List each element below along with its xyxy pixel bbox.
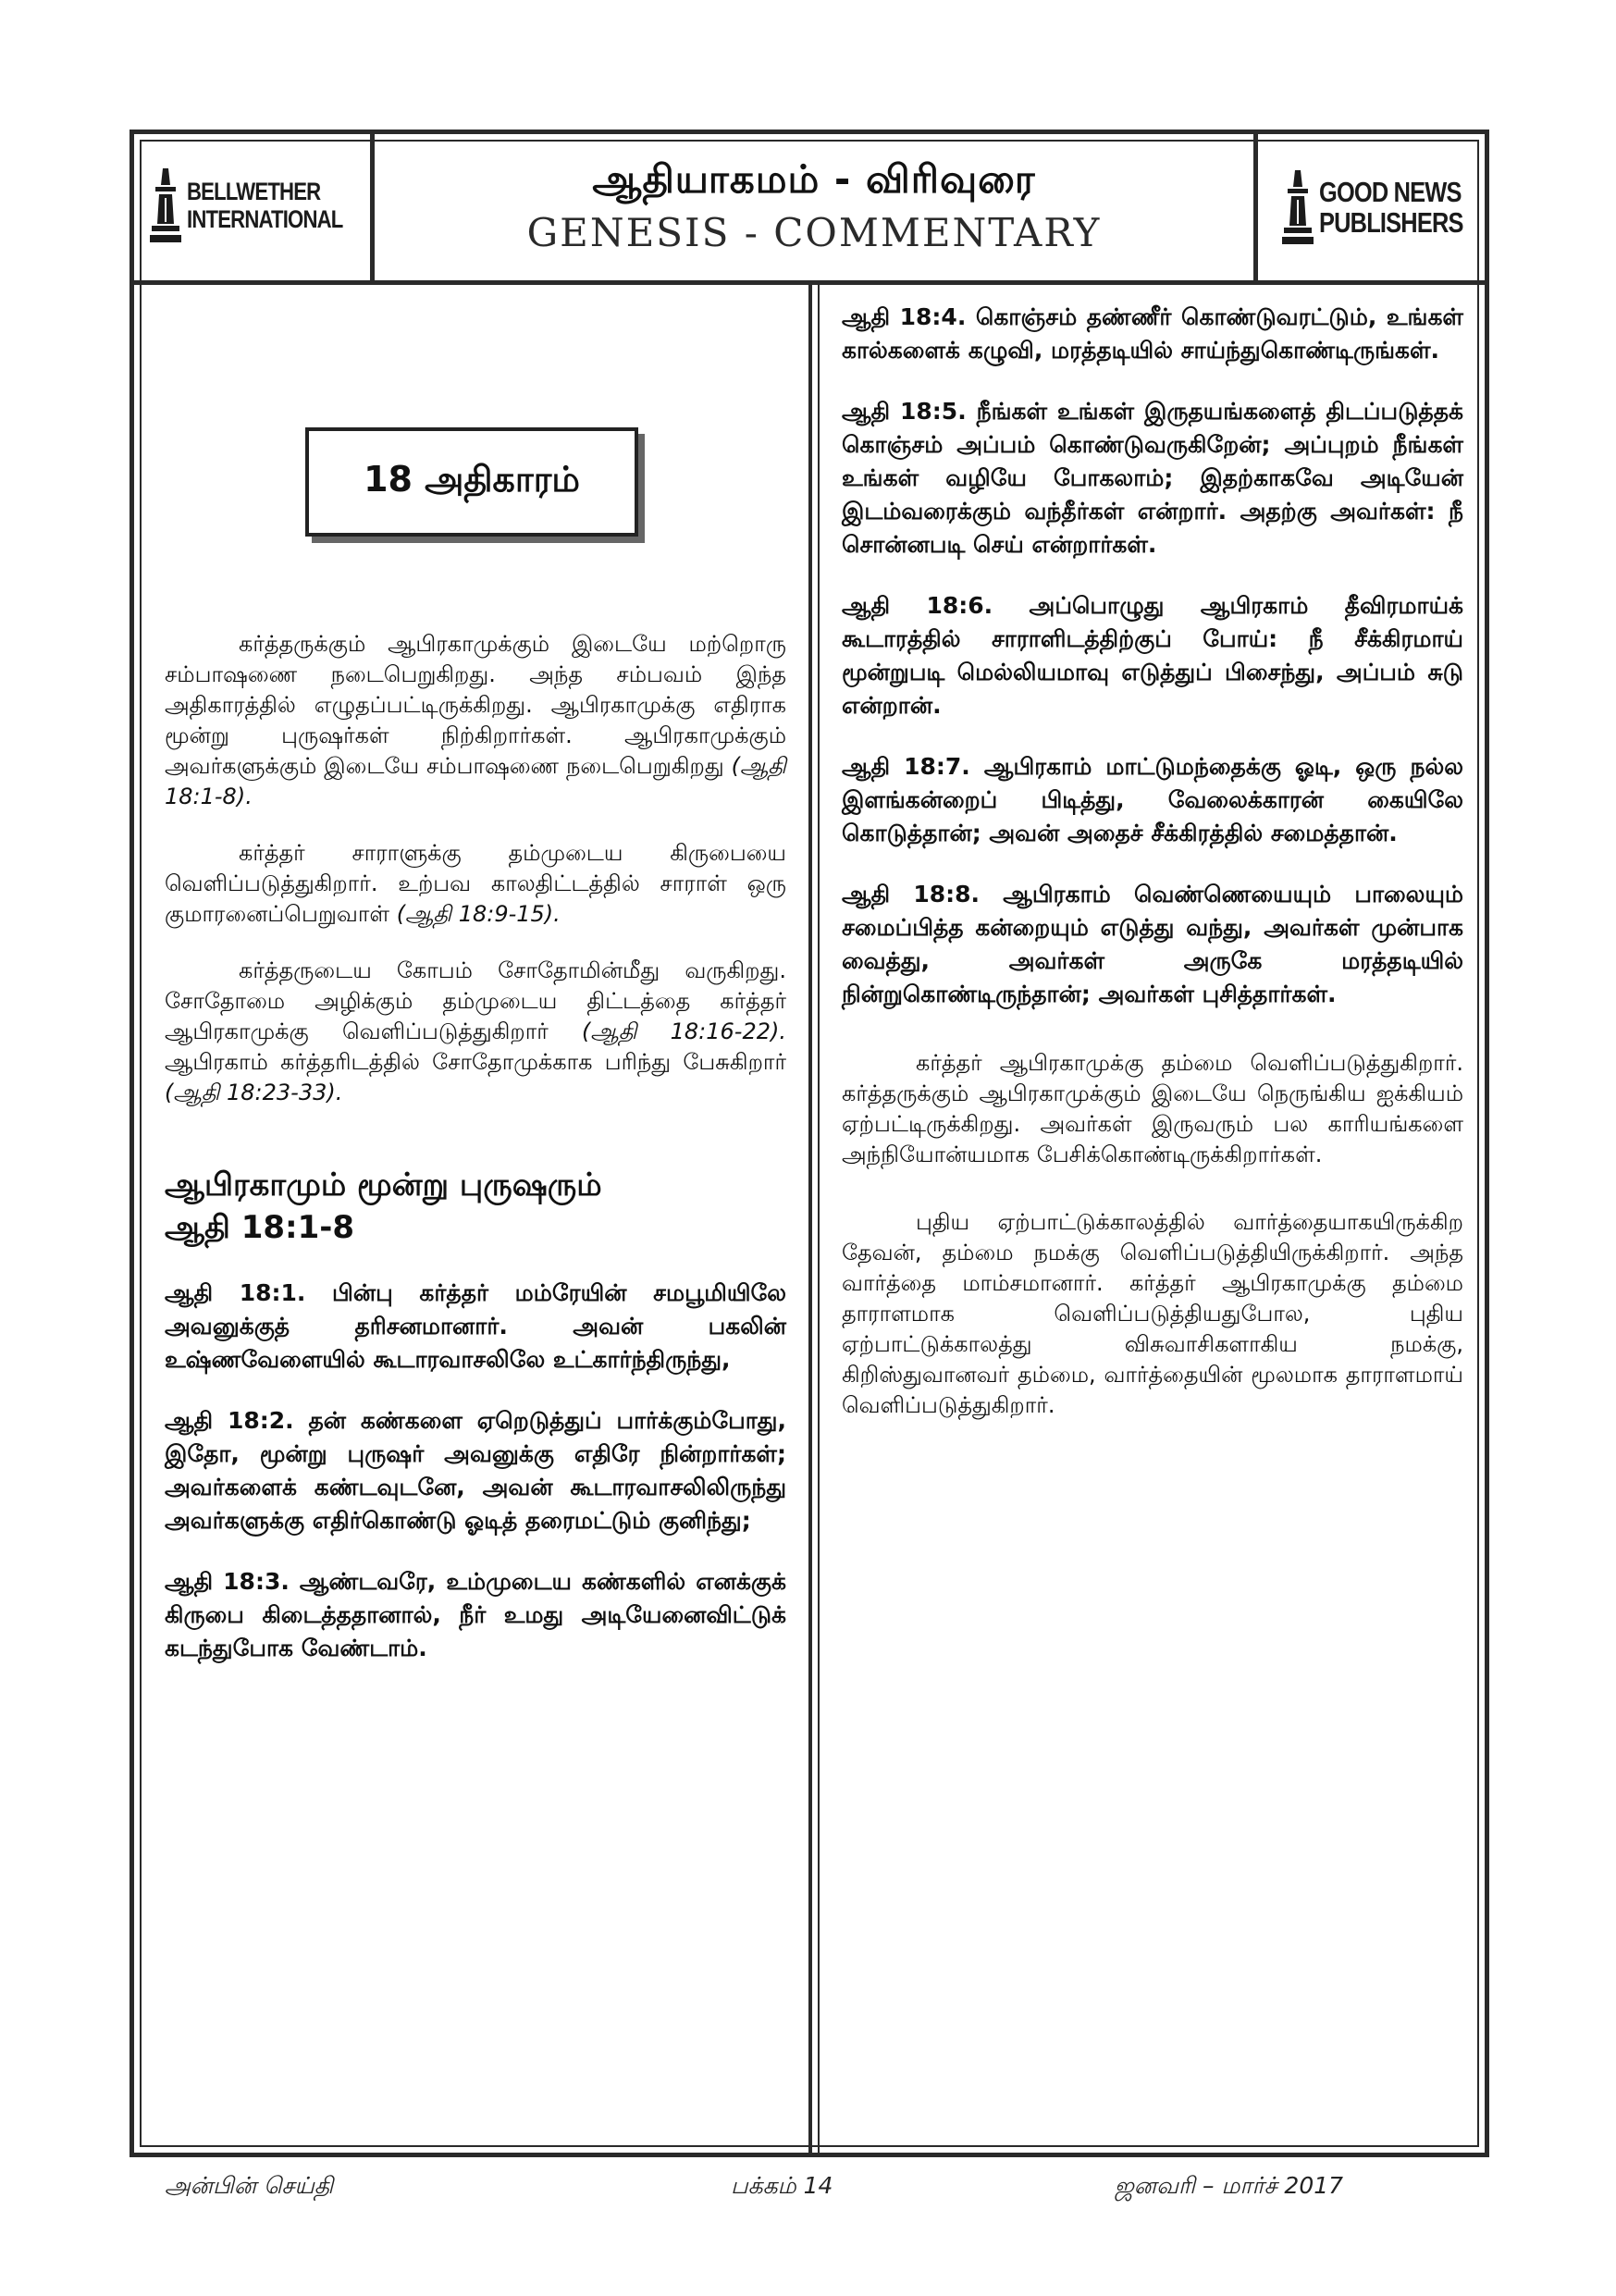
right-logo-line1: GOOD NEWS [1319,176,1462,208]
left-column [165,629,786,1693]
footer-magazine-name: அன்பின் செய்தி [165,2172,334,2199]
page-header [130,130,1489,285]
page-footer [0,2172,1616,2209]
intro-paragraph-3-text2: ஆபிரகாம் கர்த்தரிடத்தில் சோதோமுக்காக பரிந்து பேசுகிறார் [165,1049,786,1075]
verse-18-3: ஆதி 18:3. ஆண்டவரே, உம்முடைய கண்களில் எனக்குக் கிருபை கிடைத்ததானால், நீர் உமது அடியேனைவிட்டுக் கடந்துபோக வேண்டாம். [165,1568,786,1661]
verse-18-6: ஆதி 18:6. அப்பொழுது ஆபிரகாம் தீவிரமாய்க் கூடாரத்தில் சாராளிடத்திற்குப் போய்: நீ சீக்கிரமாய் மூன்றுபடி மெல்லியமாவு எடுத்துப் பிசைந்து, அப்பம் சுடு என்றான். [842,592,1463,719]
bellwether-logo-icon [150,167,181,244]
good-news-logo-icon [1282,168,1314,246]
left-logo-cell [130,130,375,280]
verse-18-7: ஆதி 18:7. ஆபிரகாம் மாட்டுமந்தைக்கு ஓடி, ஒரு நல்ல இளங்கன்றைப் பிடித்து, வேலைக்காரன் கையிலே கொடுத்தான்; அவன் அதைச் சீக்கிரத்தில் சமைத்தான். [842,753,1463,846]
intro-paragraph-1 [165,629,786,812]
good-news-logo [1282,168,1495,246]
commentary-paragraph-1-text: கர்த்தர் ஆபிரகாமுக்கு தம்மை வெளிப்படுத்துகிறார். கர்த்தருக்கும் ஆபிரகாமுக்கும் இடையே நெருங்கிய ஐக்கியம் ஏற்பட்டிருக்கிறது. அவர்கள் இருவரும் பல காரியங்களை அந்நியோன்யமாக பேசிக்கொண்டிருக்கிறார்கள். [842,1050,1463,1167]
footer-page-number: பக்கம் 14 [731,2172,833,2199]
intro-paragraph-3-ref: (ஆதி 18:16-22). [582,1018,786,1044]
right-logo-line2: PUBLISHERS [1319,206,1463,239]
intro-paragraph-2-ref: (ஆதி 18:9-15). [396,901,561,927]
commentary-paragraph-2-text: புதிய ஏற்பாட்டுக்காலத்தில் வார்த்தையாகயிருக்கிற தேவன், தம்மை நமக்கு வெளிப்படுத்தியிருக்கிறார். அந்த வார்த்தை மாம்சமானார். கர்த்தர் ஆபிரகாமுக்கு தம்மை தாராளமாக வெளிப்படுத்தியதுபோல, புதிய ஏற்பாட்டுக்காலத்து விசுவாசிகளாகிய நமக்கு, கிறிஸ்துவானவர் தம்மை, வார்த்தையின் மூலமாக தாராளமாய் வெளிப்படுத்துகிறார். [842,1209,1463,1418]
left-logo-line2: INTERNATIONAL [187,205,343,233]
header-title-cell [375,130,1258,280]
verse-18-8: ஆதி 18:8. ஆபிரகாம் வெண்ணெயையும் பாலையும் சமைப்பித்த கன்றையும் எடுத்து வந்து, அவர்கள் முன்பாக வைத்து, அவர்கள் அருகே மரத்தடியில் நின்றுகொண்டிருந்தான்; அவர்கள் புசித்தார்கள். [842,881,1463,1007]
right-column [842,301,1463,1447]
commentary-paragraph-2 [842,1207,1463,1421]
section-heading-line2: ஆதி 18:1-8 [165,1209,355,1246]
verse-18-2: ஆதி 18:2. தன் கண்களை ஏறெடுத்துப் பார்க்கும்போது, இதோ, மூன்று புருஷர் அவனுக்கு எதிரே நின்றார்கள்; அவர்களைக் கண்டவுடனே, அவன் கூடாரவாசலிலிருந்து அவர்களுக்கு எதிர்கொண்டு ஓடித் தரைமட்டும் குனிந்து; [165,1407,786,1534]
verse-18-4: ஆதி 18:4. கொஞ்சம் தண்ணீர் கொண்டுவரட்டும், உங்கள் கால்களைக் கழுவி, மரத்தடியில் சாய்ந்துகொண்டிருங்கள். [842,303,1463,364]
intro-paragraph-3-text: கர்த்தருடைய கோபம் சோதோமின்மீது வருகிறது. சோதோமை அழிக்கும் தம்முடைய திட்டத்தை கர்த்தர் ஆபிரகாமுக்கு வெளிப்படுத்துகிறார் [165,957,786,1044]
intro-paragraph-2 [165,838,786,930]
verse-18-5: ஆதி 18:5. நீங்கள் உங்கள் இருதயங்களைத் திடப்படுத்தக் கொஞ்சம் அப்பம் கொண்டுவருகிறேன்; அப்புறம் நீங்கள் உங்கள் வழியே போகலாம்; இதற்காகவே அடியேன் இடம்வரைக்கும் வந்தீர்கள் என்றார். அதற்கு அவர்கள்: நீ சொன்னபடி செய் என்றார்கள். [842,398,1463,558]
chapter-box: 18 அதிகாரம் [305,427,638,537]
section-heading [165,1164,786,1249]
intro-paragraph-3 [165,956,786,1108]
column-divider [808,282,812,2157]
intro-paragraph-3-ref2: (ஆதி 18:23-33). [165,1080,343,1105]
commentary-paragraph-1 [842,1048,1463,1170]
intro-paragraph-1-text: கர்த்தருக்கும் ஆபிரகாமுக்கும் இடையே மற்றொரு சம்பாஷணை நடைபெறுகிறது. அந்த சம்பவம் இந்த அதிகாரத்தில் எழுதப்பட்டிருக்கிறது. ஆபிரகாமுக்கு எதிராக மூன்று புருஷர்கள் நிற்கிறார்கள். ஆபிரகாமுக்கும் அவர்களுக்கும் இடையே சம்பாஷணை நடைபெறுகிறது [165,631,786,779]
footer-issue-date: ஜனவரி – மார்ச் 2017 [1115,2172,1344,2199]
title-tamil: ஆதியாகமம் - விரிவுரை [592,155,1036,202]
title-english: GENESIS - COMMENTARY [526,209,1102,255]
verse-18-1: ஆதி 18:1. பின்பு கர்த்தர் மம்ரேயின் சமபூமியிலே அவனுக்குத் தரிசனமானார். அவன் பகலின் உஷ்ணவேளையில் கூடாரவாசலிலே உட்கார்ந்திருந்து, [165,1279,786,1373]
section-heading-line1: ஆபிரகாமும் மூன்று புருஷரும் [165,1167,602,1204]
intro-paragraph-1-ref: (ஆதி 18:1-8). [165,753,786,809]
intro-paragraph-2-text: கர்த்தர் சாராளுக்கு தம்முடைய கிருபையை வெளிப்படுத்துகிறார். உற்பவ காலதிட்டத்தில் சாராள் ஒரு குமாரனைப்பெறுவாள் [165,840,786,927]
bellwether-logo [150,167,376,244]
left-logo-line1: BELLWETHER [187,178,321,205]
right-logo-cell [1258,130,1489,280]
